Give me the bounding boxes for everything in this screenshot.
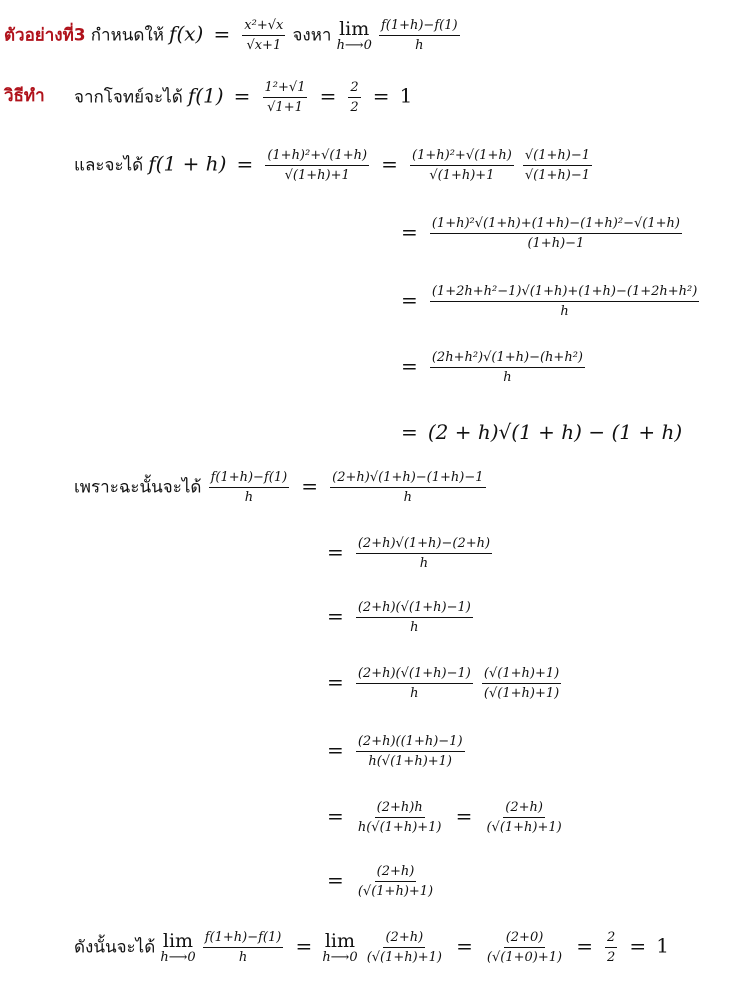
denominator: √(1+h)−1 (524, 168, 591, 183)
limit-step-6a-fraction (356, 800, 444, 836)
numerator: (2+h) (383, 930, 425, 948)
conclusion-half-fraction (605, 930, 617, 966)
numerator: f(1+h)−f(1) (203, 930, 284, 948)
lim-subscript: h⟶0 (322, 950, 358, 965)
denominator: h(√(1+h)+1) (368, 754, 453, 769)
f1-evaluation (74, 80, 412, 116)
problem-statement (4, 18, 462, 54)
limit-operator (322, 931, 357, 965)
equals-sign: = (401, 420, 418, 444)
limit-line-1 (74, 470, 488, 506)
denominator: 2 (607, 950, 616, 965)
f1h-line-3 (396, 284, 701, 320)
difference-quotient (209, 470, 290, 506)
f1h-line-4 (396, 350, 587, 386)
f1h-line-1 (74, 148, 594, 184)
denominator: (√(1+h)+1) (486, 820, 562, 835)
solution-line (4, 82, 45, 109)
limit-operator (337, 19, 372, 53)
numerator: (2+h)√(1+h)−(1+h)−1 (330, 470, 485, 488)
conclusion-line (74, 930, 669, 966)
denominator: 2 (350, 100, 359, 115)
f1-value: 1 (399, 83, 413, 108)
equals-sign: = (401, 353, 418, 378)
numerator: x²+√x (242, 18, 285, 36)
denominator: √(1+h)+1 (284, 168, 350, 183)
equals-sign: = (455, 803, 473, 828)
step-5-fraction (430, 350, 585, 386)
f1-fraction (263, 80, 308, 116)
numerator: (2+h) (375, 864, 417, 882)
numerator: (2+h) (503, 800, 545, 818)
equals-sign: = (372, 83, 390, 108)
numerator: (1+h)²+√(1+h) (265, 148, 369, 166)
and-text: และจะได้ (74, 155, 144, 176)
limit-step-3-fraction (356, 600, 473, 636)
equals-sign: = (401, 287, 418, 312)
equals-sign: = (233, 83, 251, 108)
lim-word: lim (162, 930, 194, 952)
equals-sign: = (576, 933, 593, 958)
therefore-text: เพราะฉะนั้นจะได้ (74, 477, 202, 498)
solution-label: วิธีทำ (4, 86, 45, 106)
limit-operator (160, 931, 195, 965)
numerator: (2+h)(√(1+h)−1) (356, 600, 473, 618)
equals-sign: = (213, 21, 231, 46)
f1h-simplified: (2 + h)√(1 + h) − (1 + h) (427, 420, 683, 444)
denominator: h(√(1+h)+1) (357, 820, 442, 835)
step-2a-fraction (410, 148, 514, 184)
numerator: f(1+h)−f(1) (209, 470, 290, 488)
numerator: (2+h)√(1+h)−(2+h) (356, 536, 492, 554)
denominator: h (410, 620, 419, 635)
denominator: (√(1+h)+1) (483, 686, 560, 701)
limit-line-7 (322, 864, 437, 900)
example-label: ตัวอย่างที่3 (4, 25, 86, 46)
limit-line-4 (322, 666, 563, 702)
conclusion-substituted-fraction (485, 930, 564, 966)
equals-sign: = (295, 933, 313, 958)
equals-sign: = (401, 219, 418, 244)
denominator: (√(1+0)+1) (486, 950, 563, 965)
equals-sign: = (327, 737, 344, 762)
denominator: h (403, 490, 413, 505)
final-result: 1 (656, 933, 670, 958)
denominator: h (244, 490, 254, 505)
numerator: 2 (605, 930, 617, 948)
function-fx: f(x) (169, 21, 204, 46)
conclusion-limit-fraction (365, 930, 444, 966)
difference-quotient (379, 18, 460, 54)
denominator: (1+h)−1 (527, 236, 585, 251)
limit-step-2-fraction (356, 536, 492, 572)
so-text: ดังนั้นจะได้ (74, 937, 156, 958)
lim-word: lim (324, 930, 356, 952)
lim-subscript: h⟶0 (160, 950, 196, 965)
numerator: (2+h)h (375, 800, 425, 818)
step-4-fraction (430, 284, 699, 320)
limit-step-6b-fraction (484, 800, 563, 836)
limit-step-4b-fraction (482, 666, 561, 702)
denominator: h (415, 38, 424, 53)
equals-sign: = (236, 151, 254, 176)
half-fraction (348, 80, 360, 116)
numerator: (1+h)²+√(1+h) (410, 148, 514, 166)
equals-sign: = (629, 933, 647, 958)
numerator: (1+h)²√(1+h)+(1+h)−(1+h)²−√(1+h) (430, 216, 682, 234)
denominator: h (503, 370, 512, 385)
limit-step-4a-fraction (356, 666, 473, 702)
denominator: (√(1+h)+1) (357, 884, 434, 899)
equals-sign: = (327, 603, 344, 628)
denominator: √1+1 (267, 100, 303, 115)
limit-line-3 (322, 600, 475, 636)
equals-sign: = (327, 539, 344, 564)
step-1-fraction (265, 148, 369, 184)
denominator: √x+1 (246, 38, 282, 53)
function-definition-fraction (242, 18, 285, 54)
equals-sign: = (327, 803, 344, 828)
equals-sign: = (381, 151, 398, 176)
denominator: √(1+h)+1 (429, 168, 495, 183)
numerator: 1²+√1 (263, 80, 308, 98)
find-text: จงหา (292, 25, 332, 46)
denominator: (√(1+h)+1) (366, 950, 442, 965)
limit-line-2 (322, 536, 494, 572)
equals-sign: = (327, 867, 344, 892)
denominator: h (419, 556, 429, 571)
given-text: กำหนดให้ (90, 25, 164, 46)
denominator: h (410, 686, 419, 701)
conclusion-quotient (203, 930, 284, 966)
equals-sign: = (456, 933, 473, 958)
step-3-fraction (430, 216, 682, 252)
limit-step-1-fraction (330, 470, 485, 506)
numerator: (2+0) (504, 930, 546, 948)
limit-step-5-fraction (356, 734, 465, 770)
limit-line-6 (322, 800, 566, 836)
numerator: (2h+h²)√(1+h)−(h+h²) (430, 350, 585, 368)
numerator: 2 (348, 80, 360, 98)
f-of-1: f(1) (187, 83, 224, 108)
lim-word: lim (339, 18, 370, 40)
equals-sign: = (319, 83, 337, 108)
lim-subscript: h⟶0 (336, 38, 372, 53)
numerator: (2+h)(√(1+h)−1) (356, 666, 473, 684)
limit-step-7-fraction (356, 864, 435, 900)
step-2b-fraction (523, 148, 592, 184)
numerator: f(1+h)−f(1) (379, 18, 460, 36)
f1h-line-2 (396, 216, 684, 252)
numerator: (2+h)((1+h)−1) (356, 734, 465, 752)
from-text: จากโจทย์จะได้ (74, 87, 183, 108)
numerator: (√(1+h)+1) (482, 666, 561, 684)
f-of-1-plus-h: f(1 + h) (148, 151, 227, 176)
f1h-line-5 (396, 420, 682, 444)
denominator: h (560, 304, 569, 319)
numerator: (1+2h+h²−1)√(1+h)+(1+h)−(1+2h+h²) (430, 284, 699, 302)
equals-sign: = (301, 473, 319, 498)
equals-sign: = (327, 669, 344, 694)
limit-line-5 (322, 734, 467, 770)
numerator: √(1+h)−1 (523, 148, 592, 166)
denominator: h (238, 950, 248, 965)
